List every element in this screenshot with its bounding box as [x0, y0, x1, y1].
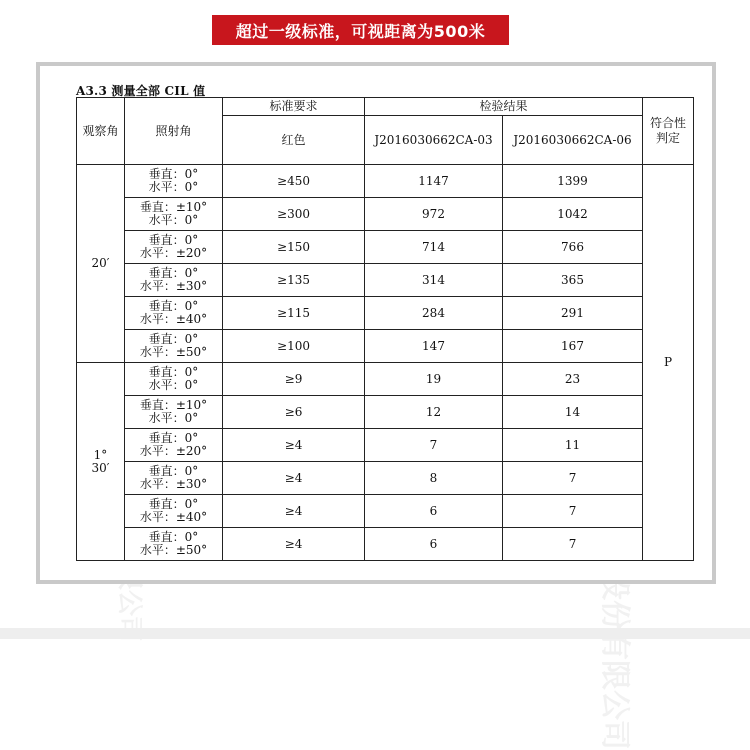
standard-cell: ≥100: [223, 330, 365, 363]
table-row: [77, 198, 694, 231]
entrance-angle-cell: 垂直：0° 水平：±30°: [125, 462, 223, 495]
result-cell-2: 7: [503, 528, 643, 561]
table-row: [77, 363, 694, 396]
observation-angle-cell: 1° 30′: [77, 363, 125, 561]
result-cell-1: 147: [365, 330, 503, 363]
result-cell-1: 12: [365, 396, 503, 429]
entrance-angle-cell: 垂直：0° 水平：±20°: [125, 429, 223, 462]
result-cell-1: 6: [365, 528, 503, 561]
entrance-angle-cell: 垂直：0° 水平：±20°: [125, 231, 223, 264]
standard-cell: ≥135: [223, 264, 365, 297]
result-cell-2: 766: [503, 231, 643, 264]
result-cell-2: 1042: [503, 198, 643, 231]
entrance-angle-cell: 垂直：0° 水平：0°: [125, 165, 223, 198]
result-cell-1: 6: [365, 495, 503, 528]
result-cell-1: 7: [365, 429, 503, 462]
result-cell-2: 365: [503, 264, 643, 297]
standard-cell: ≥115: [223, 297, 365, 330]
table-row: [77, 429, 694, 462]
table-row: [77, 264, 694, 297]
entrance-angle-cell: 垂直：0° 水平：±30°: [125, 264, 223, 297]
standard-cell: ≥6: [223, 396, 365, 429]
header-standard-color: 红色: [223, 116, 365, 165]
header-sample-2: J2016030662CA-06: [503, 116, 643, 165]
document-frame: [36, 62, 716, 584]
header-conformity: 符合性 判定: [643, 98, 694, 165]
bottom-band: [0, 628, 750, 639]
cil-measurement-table: [76, 97, 694, 561]
entrance-angle-cell: 垂直：0° 水平：±50°: [125, 528, 223, 561]
table-row: [77, 495, 694, 528]
table-row: [77, 297, 694, 330]
header-results: 检验结果: [365, 98, 643, 116]
entrance-angle-cell: 垂直：0° 水平：±40°: [125, 495, 223, 528]
result-cell-2: 7: [503, 495, 643, 528]
result-cell-2: 23: [503, 363, 643, 396]
result-cell-2: 11: [503, 429, 643, 462]
header-observation-angle: 观察角: [77, 98, 125, 165]
result-cell-2: 167: [503, 330, 643, 363]
entrance-angle-cell: 垂直：±10° 水平：0°: [125, 396, 223, 429]
standard-cell: ≥150: [223, 231, 365, 264]
standard-cell: ≥4: [223, 528, 365, 561]
result-cell-1: 714: [365, 231, 503, 264]
entrance-angle-cell: 垂直：0° 水平：±50°: [125, 330, 223, 363]
standard-cell: ≥9: [223, 363, 365, 396]
section-title: A3.3 测量全部 CIL 值: [76, 84, 206, 98]
result-cell-1: 8: [365, 462, 503, 495]
result-cell-1: 314: [365, 264, 503, 297]
standard-cell: ≥4: [223, 462, 365, 495]
table-row: [77, 165, 694, 198]
result-cell-2: 1399: [503, 165, 643, 198]
entrance-angle-cell: 垂直：0° 水平：±40°: [125, 297, 223, 330]
result-cell-1: 284: [365, 297, 503, 330]
result-cell-1: 19: [365, 363, 503, 396]
standard-cell: ≥4: [223, 495, 365, 528]
standard-cell: ≥300: [223, 198, 365, 231]
result-cell-2: 14: [503, 396, 643, 429]
table-row: [77, 231, 694, 264]
table-header-row: [77, 98, 694, 116]
result-cell-1: 1147: [365, 165, 503, 198]
result-cell-1: 972: [365, 198, 503, 231]
conformity-verdict: P: [643, 165, 694, 561]
observation-angle-cell: 20′: [77, 165, 125, 363]
headline-banner: 超过一级标准，可视距离为500米: [212, 15, 509, 45]
entrance-angle-cell: 垂直：±10° 水平：0°: [125, 198, 223, 231]
standard-cell: ≥450: [223, 165, 365, 198]
header-entrance-angle: 照射角: [125, 98, 223, 165]
entrance-angle-cell: 垂直：0° 水平：0°: [125, 363, 223, 396]
result-cell-2: 291: [503, 297, 643, 330]
table-row: [77, 396, 694, 429]
table-row: [77, 330, 694, 363]
table-row: [77, 528, 694, 561]
header-sample-1: J2016030662CA-03: [365, 116, 503, 165]
table-row: [77, 462, 694, 495]
result-cell-2: 7: [503, 462, 643, 495]
standard-cell: ≥4: [223, 429, 365, 462]
header-standard: 标准要求: [223, 98, 365, 116]
